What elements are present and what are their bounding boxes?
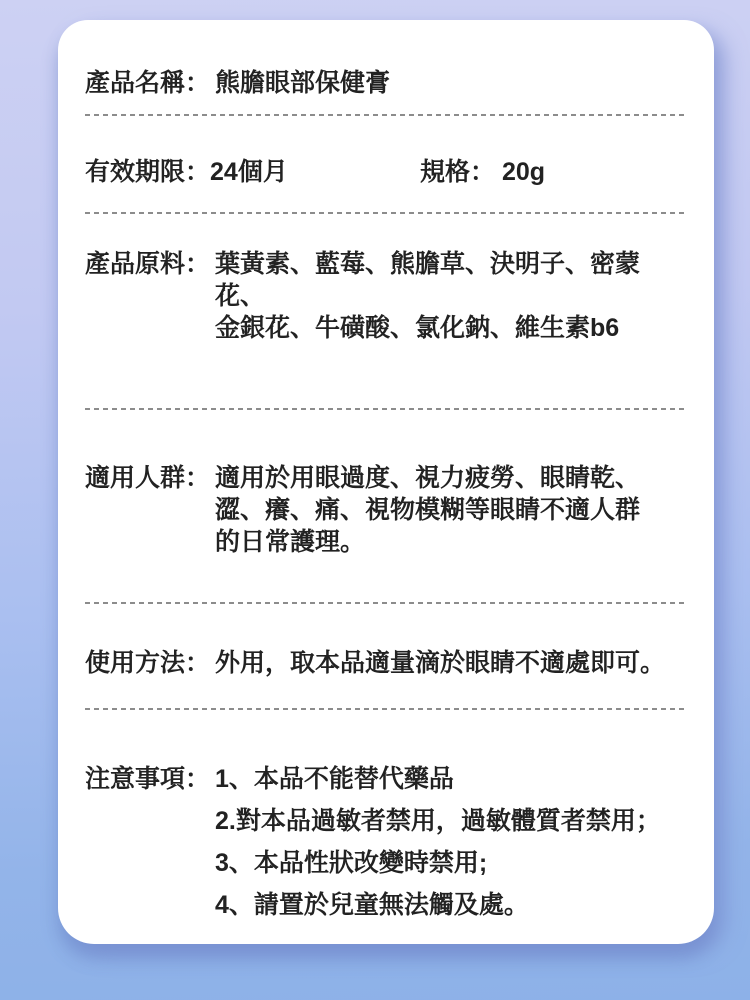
precaution-item: 1、本品不能替代藥品 bbox=[215, 765, 454, 793]
precaution-item: 2.對本品過敏者禁用，過敏體質者禁用； bbox=[215, 807, 661, 835]
row-product-name bbox=[85, 67, 687, 99]
divider bbox=[85, 114, 687, 116]
expiry-value: 24個月 bbox=[210, 158, 288, 186]
product-info-card bbox=[58, 20, 714, 944]
audience-line: 適用於用眼過度、視力疲勞、眼睛乾、 bbox=[215, 464, 641, 492]
ingredients-line: 金銀花、牛磺酸、氯化鈉、維生素b6 bbox=[215, 314, 620, 342]
usage-label: 使用方法： bbox=[85, 649, 211, 677]
row-ingredients bbox=[85, 248, 687, 344]
divider bbox=[85, 708, 687, 710]
precautions-list bbox=[215, 758, 687, 926]
ingredients-label: 產品原料： bbox=[85, 250, 211, 278]
precaution-item: 4、請置於兒童無法觸及處。 bbox=[215, 891, 529, 919]
product-name-label: 產品名稱： bbox=[85, 69, 211, 97]
audience-line: 澀、癢、痛、視物模糊等眼睛不適人群 bbox=[215, 496, 641, 524]
audience-label: 適用人群： bbox=[85, 464, 211, 492]
row-usage bbox=[85, 647, 687, 679]
ingredients-line: 葉黃素、藍莓、熊膽草、決明子、密蒙花、 bbox=[215, 250, 641, 310]
divider bbox=[85, 602, 687, 604]
spec-group bbox=[420, 156, 545, 188]
audience-line: 的日常護理。 bbox=[215, 528, 366, 556]
audience-value bbox=[215, 462, 687, 558]
row-precautions bbox=[85, 758, 687, 926]
spec-value: 20g bbox=[501, 158, 546, 186]
row-audience bbox=[85, 462, 687, 558]
row-expiry-spec bbox=[85, 156, 687, 188]
product-name-value: 熊膽眼部保健膏 bbox=[215, 69, 391, 97]
expiry-label: 有效期限： bbox=[85, 158, 211, 186]
precautions-label: 注意事項： bbox=[85, 765, 211, 793]
spec-label: 規格： bbox=[420, 158, 496, 186]
usage-value: 外用，取本品適量滴於眼睛不適處即可。 bbox=[215, 649, 666, 677]
divider bbox=[85, 212, 687, 214]
precaution-item: 3、本品性狀改變時禁用; bbox=[215, 849, 488, 877]
ingredients-value bbox=[215, 248, 687, 344]
divider bbox=[85, 408, 687, 410]
